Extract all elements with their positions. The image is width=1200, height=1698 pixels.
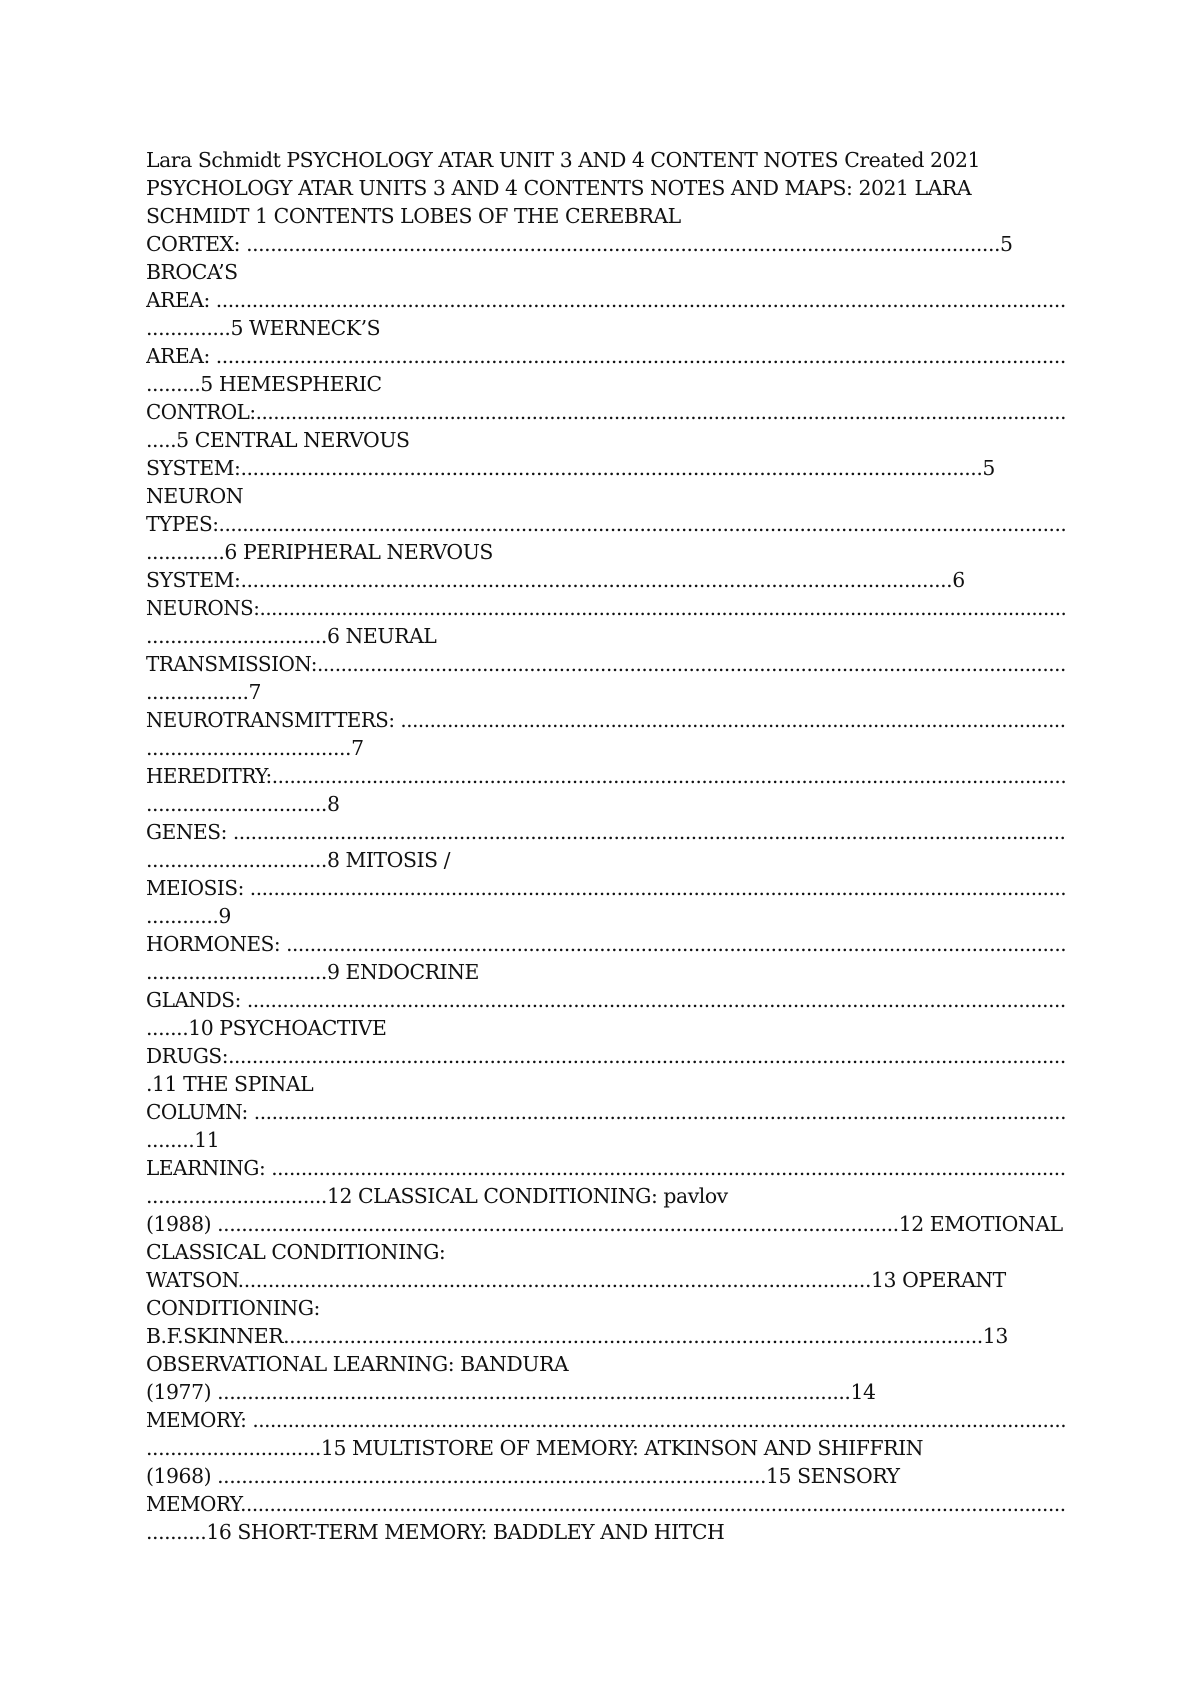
document-text-line: .........5 HEMESPHERIC [146, 372, 382, 396]
document-text-line: ..............................6 NEURAL [146, 624, 437, 648]
document-text-line: SYSTEM:...........................................................................................................................5 [146, 456, 995, 480]
document-text-line: OBSERVATIONAL LEARNING: BANDURA [146, 1352, 569, 1376]
document-text-line: AREA: .............................................................................................................................................. [146, 288, 1066, 312]
document-text-line: COLUMN: ......................................................................................................................................... [146, 1100, 1066, 1124]
document-text-line: HEREDITRY:....................................................................................................................................... [146, 764, 1066, 788]
document-text-line: (1988) .................................................................................................................12 EMOTIONAL [146, 1212, 1063, 1236]
document-text-line: TRANSMISSION:............................................................................................................................... [146, 652, 1066, 676]
document-text-line: ............9 [146, 904, 231, 928]
document-text-line: Lara Schmidt PSYCHOLOGY ATAR UNIT 3 AND 4 CONTENT NOTES Created 2021 [146, 148, 981, 172]
document-text-line: HORMONES: .................................................................................................................................... [146, 932, 1066, 956]
document-text-line: TYPES:............................................................................................................................................... [146, 512, 1066, 536]
document-text-line: .......10 PSYCHOACTIVE [146, 1016, 387, 1040]
document-text-line: AREA: .............................................................................................................................................. [146, 344, 1066, 368]
document-text-line: B.F.SKINNER....................................................................................................................13 [146, 1324, 1008, 1348]
document-text-line: CORTEX: .............................................................................................................................5 [146, 232, 1013, 256]
document-text-line: ..................................7 [146, 736, 364, 760]
document-text-line: .11 THE SPINAL [146, 1072, 314, 1096]
document-text-line: .....5 CENTRAL NERVOUS [146, 428, 410, 452]
document-text-line: MEIOSIS: .......................................................................................................................................... [146, 876, 1066, 900]
document-page [146, 146, 1066, 1546]
document-text-line: SCHMIDT 1 CONTENTS LOBES OF THE CEREBRAL [146, 204, 681, 228]
document-text-line: .................7 [146, 680, 262, 704]
document-text-line: (1977) .........................................................................................................14 [146, 1380, 876, 1404]
document-text-line: ..............................8 [146, 792, 340, 816]
document-text-line: GENES: ............................................................................................................................................ [146, 820, 1066, 844]
document-text-line: MEMORY............................................................................................................................................ [146, 1492, 1066, 1516]
document-text-line: ..........16 SHORT-TERM MEMORY: BADDLEY AND HITCH [146, 1520, 725, 1544]
document-text-line: SYSTEM:......................................................................................................................6 [146, 568, 965, 592]
document-text-line: ........11 [146, 1128, 220, 1152]
document-text-line: NEUROTRANSMITTERS: .................................................................................................................. [146, 708, 1066, 732]
document-text-line: CONDITIONING: [146, 1296, 320, 1320]
document-text-line: NEURONS:.......................................................................................................................................... [146, 596, 1066, 620]
document-text-line: CLASSICAL CONDITIONING: [146, 1240, 446, 1264]
document-text-line: LEARNING: ...................................................................................................................................... [146, 1156, 1066, 1180]
document-text-line: ..............................12 CLASSICAL CONDITIONING: pavlov [146, 1184, 728, 1208]
document-text-line: NEURON [146, 484, 244, 508]
document-text-line: PSYCHOLOGY ATAR UNITS 3 AND 4 CONTENTS NOTES AND MAPS: 2021 LARA [146, 176, 972, 200]
document-text-line: .............................15 MULTISTORE OF MEMORY: ATKINSON AND SHIFFRIN [146, 1436, 924, 1460]
document-text-line: ..............................9 ENDOCRINE [146, 960, 479, 984]
document-text-line: GLANDS: .......................................................................................................................................... [146, 988, 1066, 1012]
document-text-line: BROCA’S [146, 260, 238, 284]
document-text-line: ..............5 WERNECK’S [146, 316, 381, 340]
document-text-line: MEMORY: .......................................................................................................................................... [146, 1408, 1066, 1432]
document-text-line: (1968) ...........................................................................................15 SENSORY [146, 1464, 900, 1488]
document-text-line: WATSON.........................................................................................................13 OPERANT [146, 1268, 1006, 1292]
document-text-line: ..............................8 MITOSIS / [146, 848, 451, 872]
document-text-line: CONTROL:.......................................................................................................................................... [146, 400, 1066, 424]
document-text-line: .............6 PERIPHERAL NERVOUS [146, 540, 493, 564]
document-text-line: DRUGS:............................................................................................................................................. [146, 1044, 1066, 1068]
